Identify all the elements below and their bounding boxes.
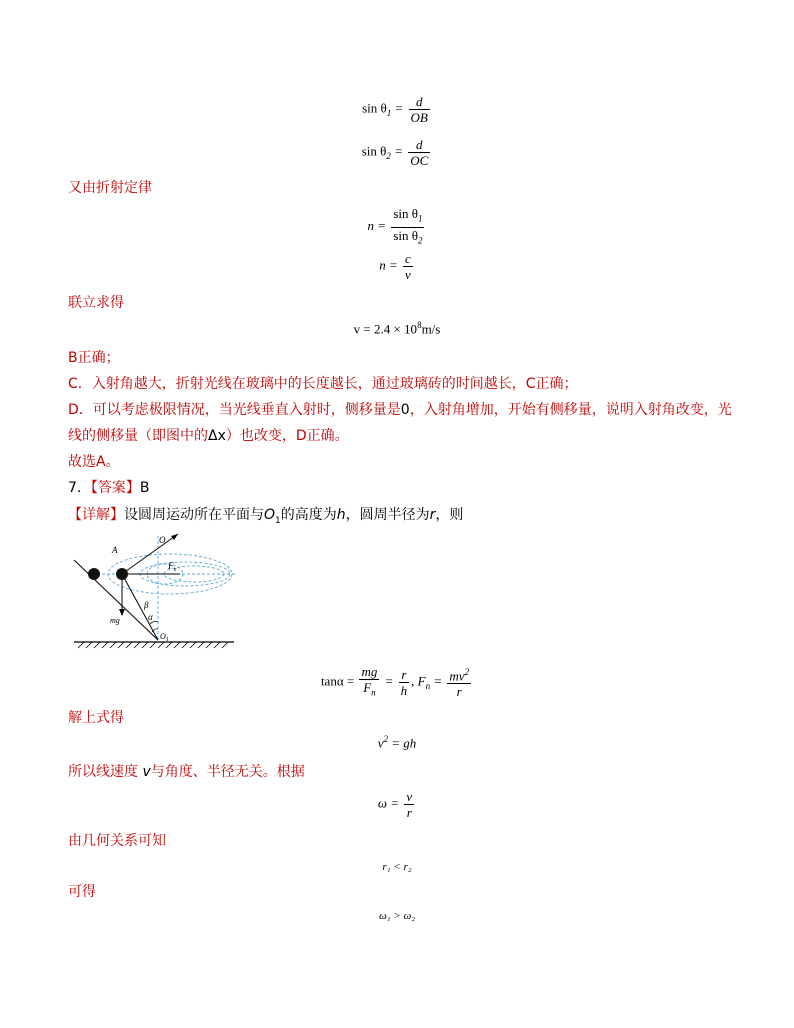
text-b-correct: B正确； <box>68 350 120 366</box>
equation-omega: ω = $\frac{v}{r}$ <box>377 789 413 820</box>
text-option-c: C．入射角越大，折射光线在玻璃中的长度越长，通过玻璃砖的时间越长，C正确； <box>68 376 578 392</box>
label-alpha: α <box>148 612 153 622</box>
text-get: 可得 <box>68 884 96 900</box>
mg-arrow-head <box>119 609 125 616</box>
rod-line <box>122 574 158 640</box>
label-beta: β <box>144 600 149 610</box>
text-refraction-law: 又由折射定律 <box>68 180 152 196</box>
text-solve-above: 解上式得 <box>68 710 124 726</box>
label-mg: mg <box>110 616 120 625</box>
equation-omega-relation: ω₁ > ω₂ <box>378 910 416 922</box>
label-fn: $F_n$ <box>168 561 177 573</box>
text-solve: 联立求得 <box>68 295 124 311</box>
equation-sin-theta1: $\sin \theta_1$ = $\frac{d}{OB}$ <box>362 94 428 125</box>
text-option-d-line1: D．可以考虑极限情况，当光线垂直入射时，侧移量是0，入射角增加，开始有侧移量，说明入射角改变，光 <box>68 402 732 418</box>
q7-answer-line: 7．【答案】B <box>68 480 150 496</box>
label-o1: $O_1$ <box>160 632 169 643</box>
ball-left <box>88 568 100 580</box>
label-a: A <box>112 545 118 555</box>
equation-n-cv: n = $\frac{c}{v}$ <box>379 251 411 282</box>
equation-n-sines: n = $\frac{\sin \theta_1}{\sin \theta_2}$ <box>367 206 423 246</box>
label-o: O <box>159 535 166 545</box>
equation-v-squared: $v^2$ = gh <box>377 734 417 751</box>
text-choose-a: 故选A。 <box>68 454 120 470</box>
ground-hatching <box>78 642 228 648</box>
text-velocity-independent: 所以线速度 v与角度、半径无关。根据 <box>68 764 305 780</box>
ball-right <box>116 568 128 580</box>
equation-velocity: $v = 2.4 \times 10^8m/s$ <box>353 320 441 337</box>
tension-arrow-head <box>171 534 178 540</box>
equation-tan-alpha: tanα = $\frac{mg}{F_n}$ = $\frac{r}{h}$ , $F_n$ = $\frac{mv^2}{r}$ <box>320 664 470 700</box>
equation-r-relation: r₁ < r₂ <box>382 861 412 873</box>
conical-pendulum-figure <box>70 528 240 650</box>
text-option-d-line2: 线的侧移量（即图中的Δx）也改变，D正确。 <box>68 428 349 444</box>
text-geometry: 由几何关系可知 <box>68 833 166 849</box>
equation-sin-theta2: $\sin \theta_2$ = $\frac{d}{OC}$ <box>361 137 429 168</box>
q7-detail-line: 【详解】设圆周运动所在平面与$O_1$的高度为h，圆周半径为r，则 <box>68 507 464 526</box>
